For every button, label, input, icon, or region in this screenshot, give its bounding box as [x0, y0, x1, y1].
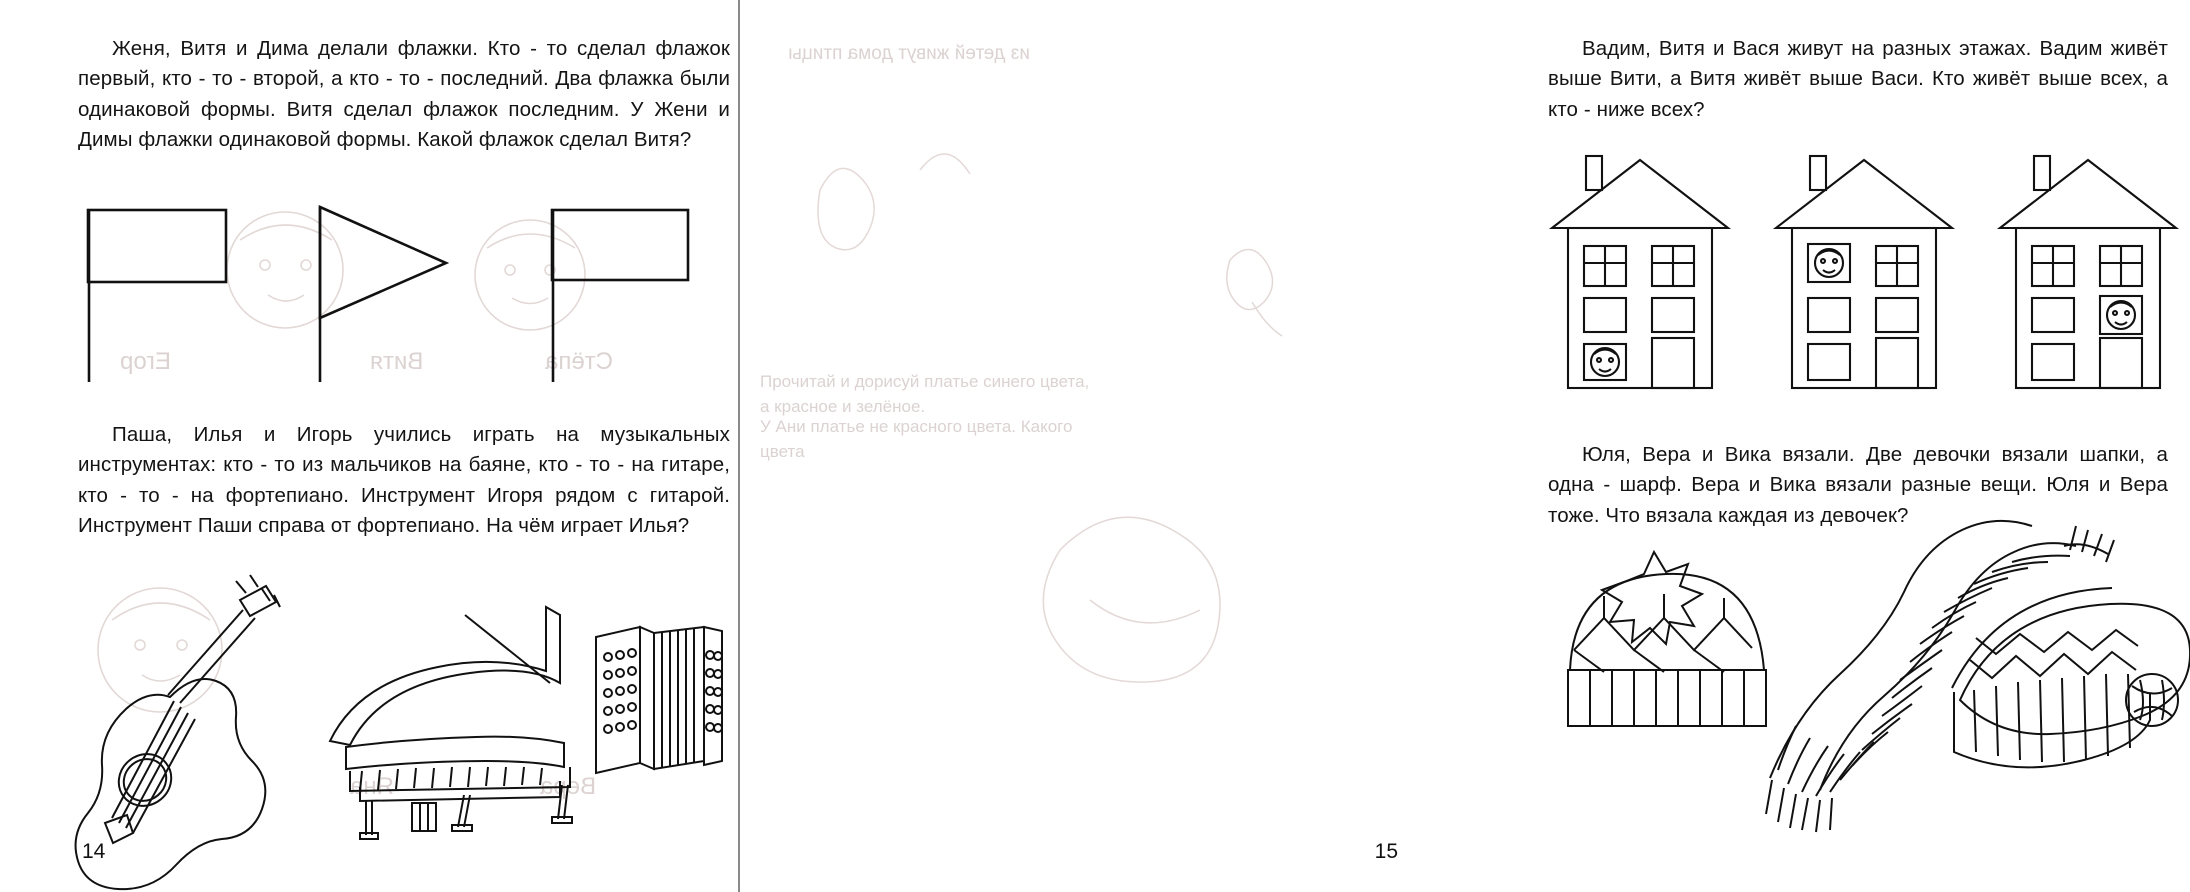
task-knitting-text [1548, 440, 2168, 531]
task-flags-text [78, 34, 730, 155]
ghost-text-stepa: Стёпа [545, 348, 614, 375]
ghost-text-vitya: Витя [370, 348, 424, 375]
hat-with-star-icon [1568, 552, 1766, 726]
ghost-text-vera: Вера [540, 773, 597, 800]
page-number-left: 14 [82, 840, 106, 863]
house-2 [1776, 156, 1952, 388]
three-instruments-illustration [50, 575, 710, 840]
face-in-window [1815, 249, 1843, 277]
three-houses-illustration [1540, 148, 2180, 398]
task-knitting-text-content: Юля, Вера и Вика вязали. Две девочки вязали шапки, а одна - шарф. Вера и Вика вязали разные вещи. Юля и Вера тоже. Что вязала каждая из девочек? [1548, 443, 2168, 527]
piano-icon [330, 607, 572, 839]
face-in-window [1591, 348, 1619, 376]
task-flags-text-content: Женя, Витя и Дима делали флажки. Кто - то сделал флажок первый, кто - то - второй, а кто - то - последний. Два флажка были одинаковой формы. Витя сделал флажок последним. У Жени и Димы флажки одинаковой формы. Какой флажок сделал Витя? [78, 37, 730, 151]
task-instruments-text-content: Паша, Илья и Игорь учились играть на музыкальных инструментах: кто - то из мальчиков на баяне, кто - то - на гитаре, кто - то - на фортепиано. Инструмент Игоря рядом с гитарой. Инструмент Паши справа от фортепиано. На чём играет Илья? [78, 423, 730, 537]
ghost-text-yana: Яна [350, 773, 394, 800]
task-houses-text [1548, 34, 2168, 125]
house-1 [1552, 156, 1728, 388]
accordion-icon [596, 627, 722, 773]
ghost-text-egor: Егор [120, 348, 171, 375]
task-instruments-text [78, 420, 730, 541]
guitar-icon [76, 575, 280, 889]
ghost-text-birds: из детей живут дома птицы [788, 43, 1030, 64]
left-page [0, 0, 740, 892]
hat-with-pompom-icon [1952, 588, 2190, 767]
ghost-text-dress-2: У Ани платье не красного цвета. Какого цвета [760, 417, 1073, 461]
ghost-illustration-right [760, 130, 1460, 830]
ghost-text-dress-1: Прочитай и дорисуй платье синего цвета, а красное и зелёное. [760, 372, 1090, 416]
scarf-icon [1766, 521, 2114, 832]
task-houses-text-content: Вадим, Витя и Вася живут на разных этажах. Вадим живёт выше Вити, а Витя живёт выше Васи. Кто живёт выше всех, а кто - ниже всех? [1548, 37, 2168, 121]
face-in-window [2107, 301, 2135, 329]
right-page [740, 0, 2168, 892]
page-number-right: 15 [1374, 840, 1398, 863]
house-3 [2000, 156, 2176, 388]
knitted-items-illustration [1540, 540, 2190, 830]
three-flags-illustration [78, 200, 718, 395]
